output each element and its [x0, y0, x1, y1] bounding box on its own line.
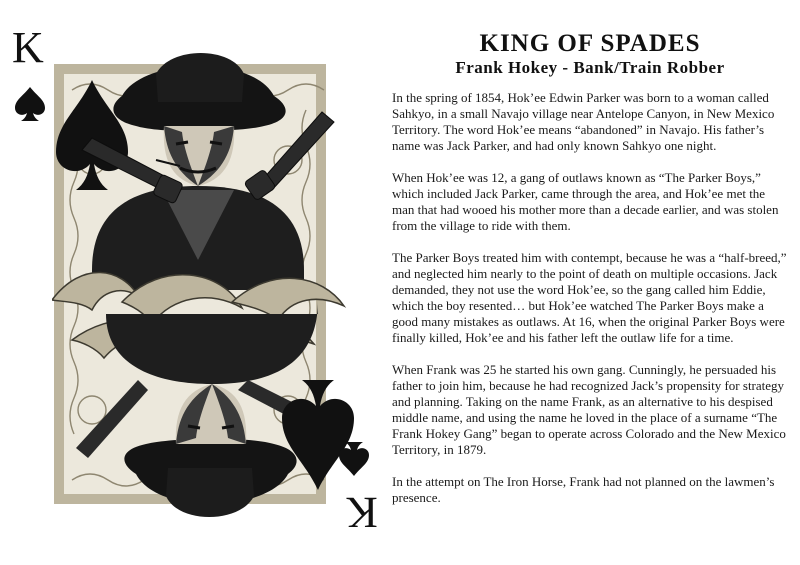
story-paragraph: In the spring of 1854, Hok’ee Edwin Parker was born to a woman called Sahkyo, in a small Navajo village near Antelope Canyon, in New Mexico Territory. The word Hok’ee means “abandoned” in Navajo. His father’s name was Jack Parker, and had only known Sahkyo one night.	[392, 90, 775, 153]
spade-icon	[338, 436, 370, 477]
story-paragraph: The Parker Boys treated him with contempt, because he was a “half-breed,” and neglected him nearly to the point of death on multiple occasions. Jack demanded, they not use the word Hok’ee, so the gang called him Eddie, which the boy resented… but Hok’ee watched The Parker Boys make a good many mistakes as outlaws. At 16, when the original Parker Boys were finally killed, Hok’ee and his father left the outlaw life for a time.	[392, 250, 787, 345]
playing-card	[0, 0, 390, 565]
card-description	[392, 30, 788, 522]
story-paragraph: When Frank was 25 he started his own gang. Cunningly, he persuaded his father to join him, because he had recognized Jack’s propensity for strategy and planning. Taking on the name Frank, as an alternative to his despised middle name, and using the name he loved in the place of a surname “The Frank Hokey Gang” began to operate across Colorado and the New Mexico Territory, in 1879.	[392, 362, 786, 457]
page-title: KING OF SPADES	[479, 30, 701, 57]
page-subtitle: Frank Hokey - Bank/Train Robber	[455, 58, 725, 77]
story-paragraph: In the attempt on The Iron Horse, Frank had not planned on the lawmen’s presence.	[392, 474, 775, 505]
card-rank-bottom: K	[346, 488, 378, 537]
story-paragraph: When Hok’ee was 12, a gang of outlaws known as “The Parker Boys,” which included Jack Parker, came through the area, and Hok’ee met the man that had wooed his mother more than a decade earlier, and was stolen from the village to ride with them.	[392, 170, 779, 233]
card-rank-top: K	[12, 23, 44, 72]
king-of-spades-illustration	[52, 40, 358, 530]
spade-icon	[14, 86, 46, 127]
